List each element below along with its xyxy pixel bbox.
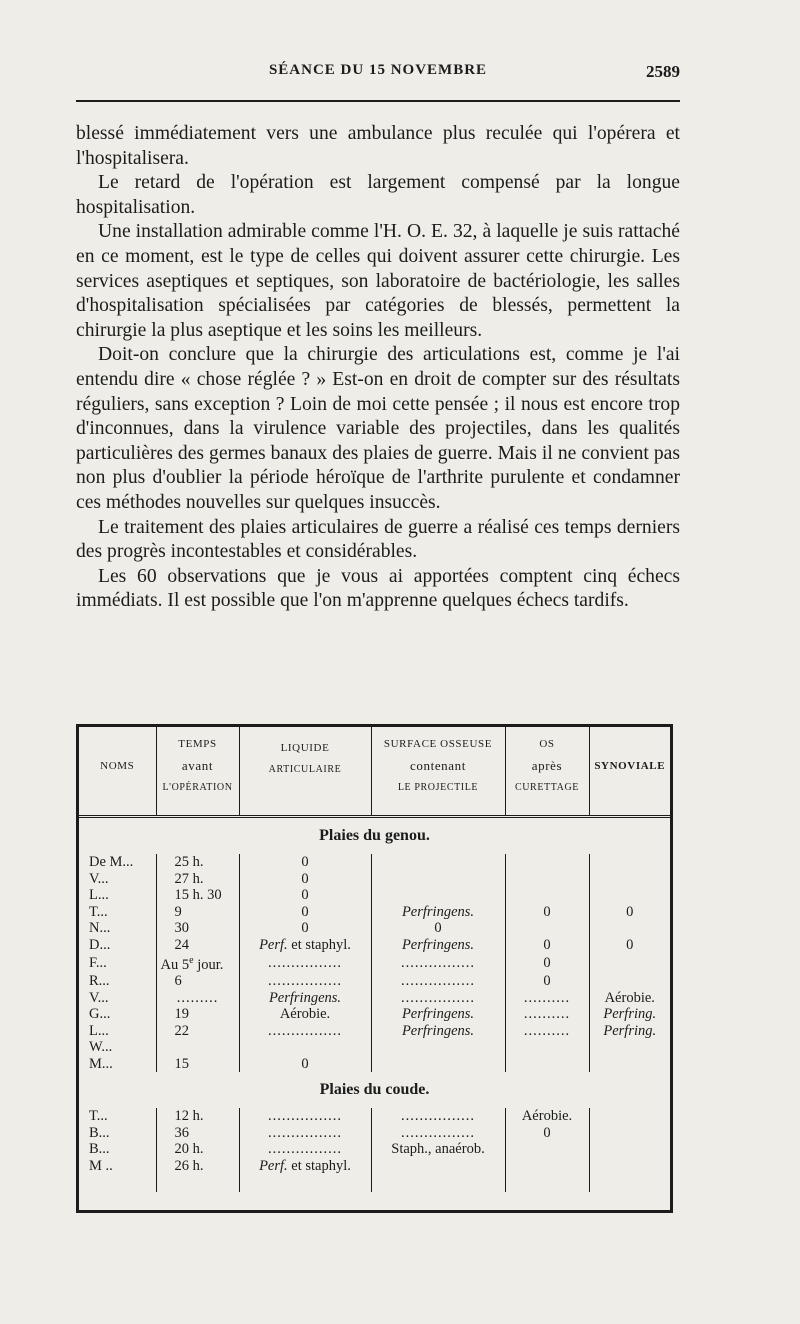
table-row: R... 6 ................ ................ 0 (79, 973, 670, 990)
table-row: V... 27 h. 0 (79, 871, 670, 888)
header-rule (76, 100, 680, 102)
table-row: L... 22 ................ Perfringens. .......... Perfring. (79, 1023, 670, 1040)
section-genou: Plaies du genou. (319, 827, 430, 844)
header-temps: TEMPS avant L'OPÉRATION (156, 727, 239, 817)
paragraph-4: Doit-on conclure que la chirurgie des articulations est, comme je l'ai entendu dire « chose réglée ? » Est-on en droit de compter sur des résultats réguliers, sans exception ? Loin de moi cette pensée ; il nous est encore trop d'inconnues, dans la virulence variable des projectiles, dans les qualités particulières des germes banaux des plaies de guerre. Mais il ne convient pas non plus d'oublier la période héroïque de l'arthrite purulente et condamner ces méthodes nouvelles sur quelques insuccès. (76, 344, 680, 513)
table-row: D... 24 Perf. et staphyl. Perfringens. 0 0 (79, 937, 670, 954)
paragraph-5: Le traitement des plaies articulaires de guerre a réalisé ces temps derniers des progrès incontestables et considérables. (76, 516, 680, 563)
running-title: SÉANCE DU 15 NOVEMBRE (268, 62, 488, 78)
page-header (76, 62, 680, 90)
paragraph-3: Une installation admirable comme l'H. O. E. 32, à laquelle je suis rattaché en ce moment, est le type de celles qui doivent assurer cette chirurgie. Les services aseptiques et septiques, son laboratoire de bactériologie, les salles d'hospitalisation spécialisées par catégories de blessés, permettent la chirurgie la plus aseptique et les soins les meilleurs. (76, 221, 680, 341)
table-row: M .. 26 h. Perf. et staphyl. (79, 1158, 670, 1175)
table-row: De M... 25 h. 0 (79, 854, 670, 871)
observations-table (76, 724, 673, 1213)
header-liquide: LIQUIDE ARTICULAIRE (239, 727, 371, 817)
table-spacer (79, 1174, 670, 1192)
table-row: F... Au 5e jour. ................ ................ 0 (79, 953, 670, 973)
page-number: 2589 (646, 62, 680, 81)
table-row: T... 12 h. ................ ................ Aérobie. (79, 1108, 670, 1125)
section-genou-row (79, 817, 670, 855)
paragraph-2: Le retard de l'opération est largement compensé par la longue hospitalisation. (76, 172, 680, 218)
table-row: T... 9 0 Perfringens. 0 0 (79, 904, 670, 921)
header-synoviale: SYNOVIALE (589, 727, 670, 817)
table-row: G... 19 Aérobie. Perfringens. .......... Perfring. (79, 1006, 670, 1023)
observations-grid (79, 727, 670, 1192)
header-noms: NOMS (79, 727, 156, 817)
paragraph-6: Les 60 observations que je vous ai apportées comptent cinq échecs immédiats. Il est possible que l'on m'apprenne quelques échecs tardifs. (76, 565, 680, 612)
table-header-row (79, 727, 670, 817)
table-row: V... ......... Perfringens. ................ .......... Aérobie. (79, 990, 670, 1007)
header-os: OS après CURETTAGE (505, 727, 589, 817)
table-row: W... (79, 1039, 670, 1056)
table-row: L... 15 h. 30 0 (79, 887, 670, 904)
table-row: N... 30 0 0 (79, 920, 670, 937)
section-coude-row (79, 1072, 670, 1108)
paragraph-1: blessé immédiatement vers une ambulance plus reculée qui l'opérera et l'hospitalisera. (76, 123, 680, 169)
table-row: B... 36 ................ ................ 0 (79, 1125, 670, 1142)
body-text (76, 122, 680, 614)
section-coude: Plaies du coude. (319, 1081, 430, 1099)
table-row: B... 20 h. ................ Staph., anaérob. (79, 1141, 670, 1158)
table-row: M... 15 0 (79, 1056, 670, 1073)
header-surface: SURFACE OSSEUSE contenant LE PROJECTILE (371, 727, 505, 817)
